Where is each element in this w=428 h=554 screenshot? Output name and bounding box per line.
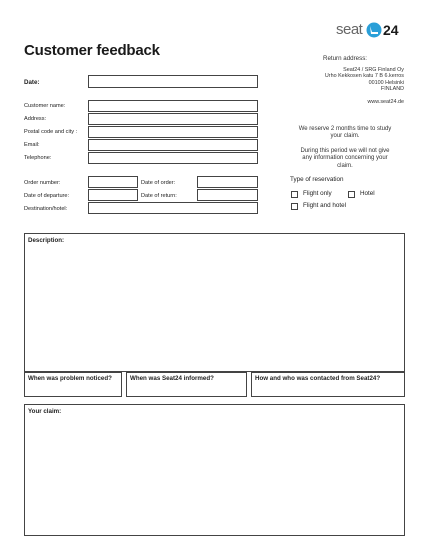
postal-field[interactable] <box>88 126 258 138</box>
address-line: Seat24 / SRG Finland Oy <box>343 67 404 74</box>
claim-notice <box>285 126 405 170</box>
logo <box>336 21 406 41</box>
seat24-informed-box[interactable] <box>126 372 247 397</box>
address-line: 00100 Helsinki <box>368 79 404 86</box>
order-number-field[interactable] <box>88 176 138 188</box>
date-of-order-label: Date of order: <box>141 180 176 186</box>
logo-number: 24 <box>383 22 399 38</box>
problem-noticed-label: When was problem noticed? <box>28 375 112 382</box>
notice-line: We reserve 2 months time to study <box>298 126 392 132</box>
your-claim-label: Your claim: <box>28 408 62 415</box>
reservation-heading: Type of reservation <box>290 176 344 183</box>
address-label: Address: <box>24 116 47 122</box>
return-date-label: Date of return: <box>141 193 177 199</box>
return-address-heading: Return address: <box>322 55 368 62</box>
your-claim-box[interactable] <box>24 404 405 536</box>
notice-line: any information concerning your <box>302 155 388 162</box>
flight-only-label: Flight only <box>303 190 332 197</box>
email-label: Email: <box>24 142 40 148</box>
who-contacted-label: How and who was contacted from Seat24? <box>255 375 381 382</box>
address-field[interactable] <box>88 113 258 125</box>
hotel-checkbox[interactable] <box>348 191 355 198</box>
telephone-label: Telephone: <box>24 155 52 161</box>
return-address <box>264 56 404 105</box>
flight-and-hotel-checkbox[interactable] <box>291 203 298 210</box>
return-date-field[interactable] <box>197 189 258 201</box>
website-link[interactable]: www.seat24.de <box>367 99 404 106</box>
flight-only-checkbox[interactable] <box>291 191 298 198</box>
hotel-label: Hotel <box>360 190 375 197</box>
address-line: Urho Kekkosen katu 7 B 6.kerros <box>324 73 404 80</box>
page-title: Customer feedback <box>24 42 160 59</box>
email-field[interactable] <box>88 139 258 151</box>
notice-line: your claim. <box>330 133 360 140</box>
seat-icon <box>366 22 382 38</box>
description-box[interactable] <box>24 233 405 372</box>
departure-field[interactable] <box>88 189 138 201</box>
customer-name-field[interactable] <box>88 100 258 112</box>
date-field[interactable] <box>88 75 258 88</box>
date-label: Date: <box>24 79 40 86</box>
seat24-informed-label: When was Seat24 informed? <box>130 375 214 382</box>
departure-label: Date of departure: <box>24 193 70 199</box>
postal-label: Postal code and city : <box>24 129 78 135</box>
notice-line: claim. <box>337 162 353 169</box>
flight-and-hotel-label: Flight and hotel <box>303 202 347 209</box>
customer-name-label: Customer name: <box>24 103 66 109</box>
description-label: Description: <box>28 237 65 244</box>
order-number-label: Order number: <box>24 180 61 186</box>
logo-wordmark: seat <box>336 21 363 38</box>
who-contacted-box[interactable] <box>251 372 405 397</box>
destination-field[interactable] <box>88 202 258 214</box>
address-line: FINLAND <box>380 85 404 92</box>
destination-label: Destination/hotel: <box>24 206 68 212</box>
notice-line: During this period we will not give <box>300 147 390 154</box>
date-of-order-field[interactable] <box>197 176 258 188</box>
problem-noticed-box[interactable] <box>24 372 122 397</box>
telephone-field[interactable] <box>88 152 258 164</box>
